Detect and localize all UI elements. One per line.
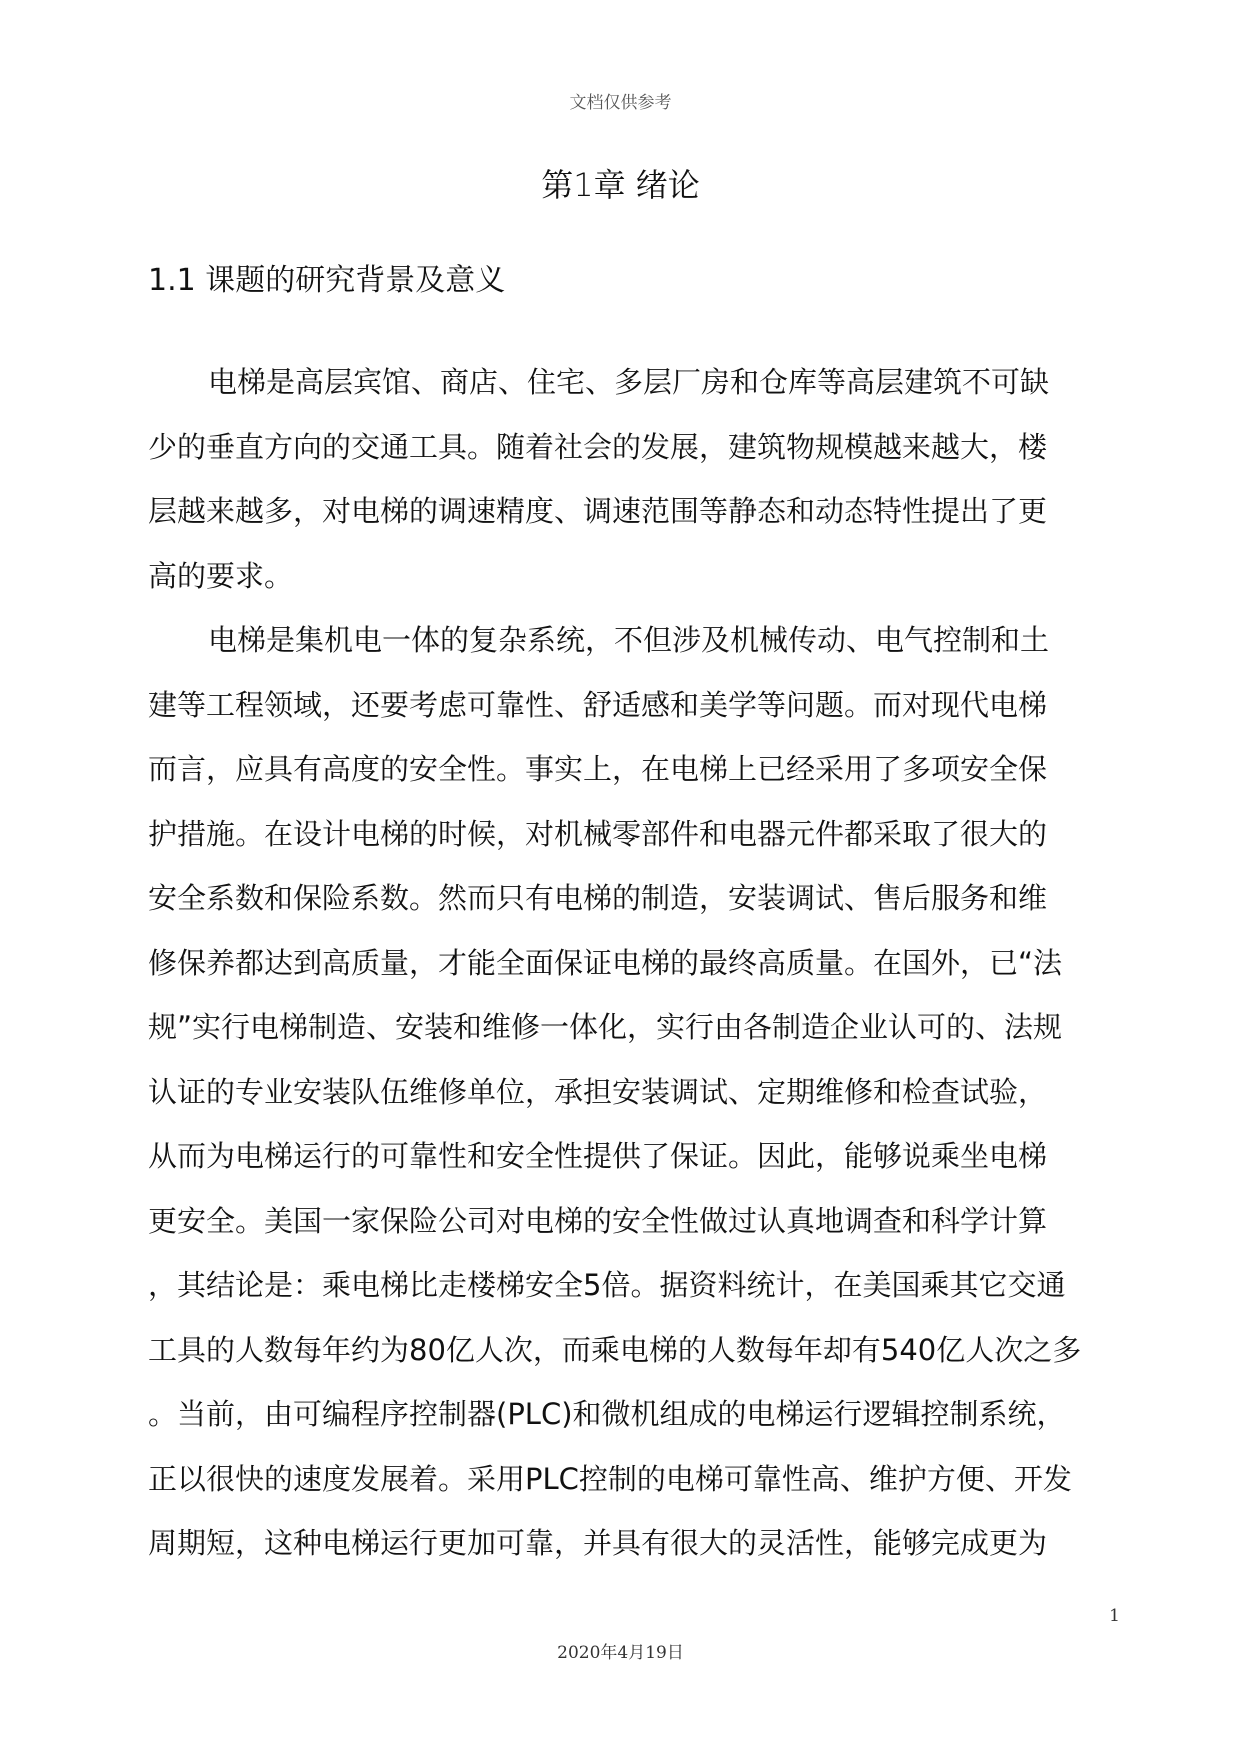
- paragraph-2: 电梯是集机电一体的复杂系统，不但涉及机械传动、电气控制和土 建等工程领域，还要考虑可靠性、舒适感和美学等问题。而对现代电梯 而言，应具有高度的安全性。事实上，在电梯上已经采用了多项安全保 护措施。在设计电梯的时候，对机械零部件和电器元件都采取了很大的 安全系数和保险系数。然而只有电梯的制造，安装调试、售后服务和维 修保养都达到高质量，才能全面保证电梯的最终高质量。在国外，已“法 规”实行电梯制造、安装和维修一体化，实行由各制造企业认可的、法规 认证的专业安装队伍维修单位，承担安装调试、定期维修和检查试验， 从而为电梯运行的可靠性和安全性提供了保证。因此，能够说乘坐电梯 更安全。美国一家保险公司对电梯的安全性做过认真地调查和科学计算 ，其结论是：乘电梯比走楼梯安全5倍。据资料统计，在美国乘其它交通 工具的人数每年约为80亿人次，而乘电梯的人数每年却有540亿人次之多 。当前，由可编程序控制器(PLC)和微机组成的电梯运行逻辑控制系统， 正以很快的速度发展着。采用PLC控制的电梯可靠性高、维护方便、开发 周期短，这种电梯运行更加可靠，并具有很大的灵活性，能够完成更为: [148, 623, 1082, 1560]
- page-header: 文档仅供参考: [569, 93, 672, 113]
- document-body: [148, 350, 1120, 1576]
- page-number: 1: [1109, 1606, 1120, 1626]
- paragraph-1: 电梯是高层宾馆、商店、住宅、多层厂房和仓库等高层建筑不可缺 少的垂直方向的交通工具。随着社会的发展，建筑物规模越来越大，楼 层越来越多，对电梯的调速精度、调速范围等静态和动态特性提出了更 高的要求。: [148, 365, 1050, 593]
- chapter-title: 第1章 绪论: [541, 166, 700, 204]
- page-footer-date: 2020年4月19日: [557, 1643, 684, 1663]
- section-title: 1.1 课题的研究背景及意义: [148, 263, 506, 298]
